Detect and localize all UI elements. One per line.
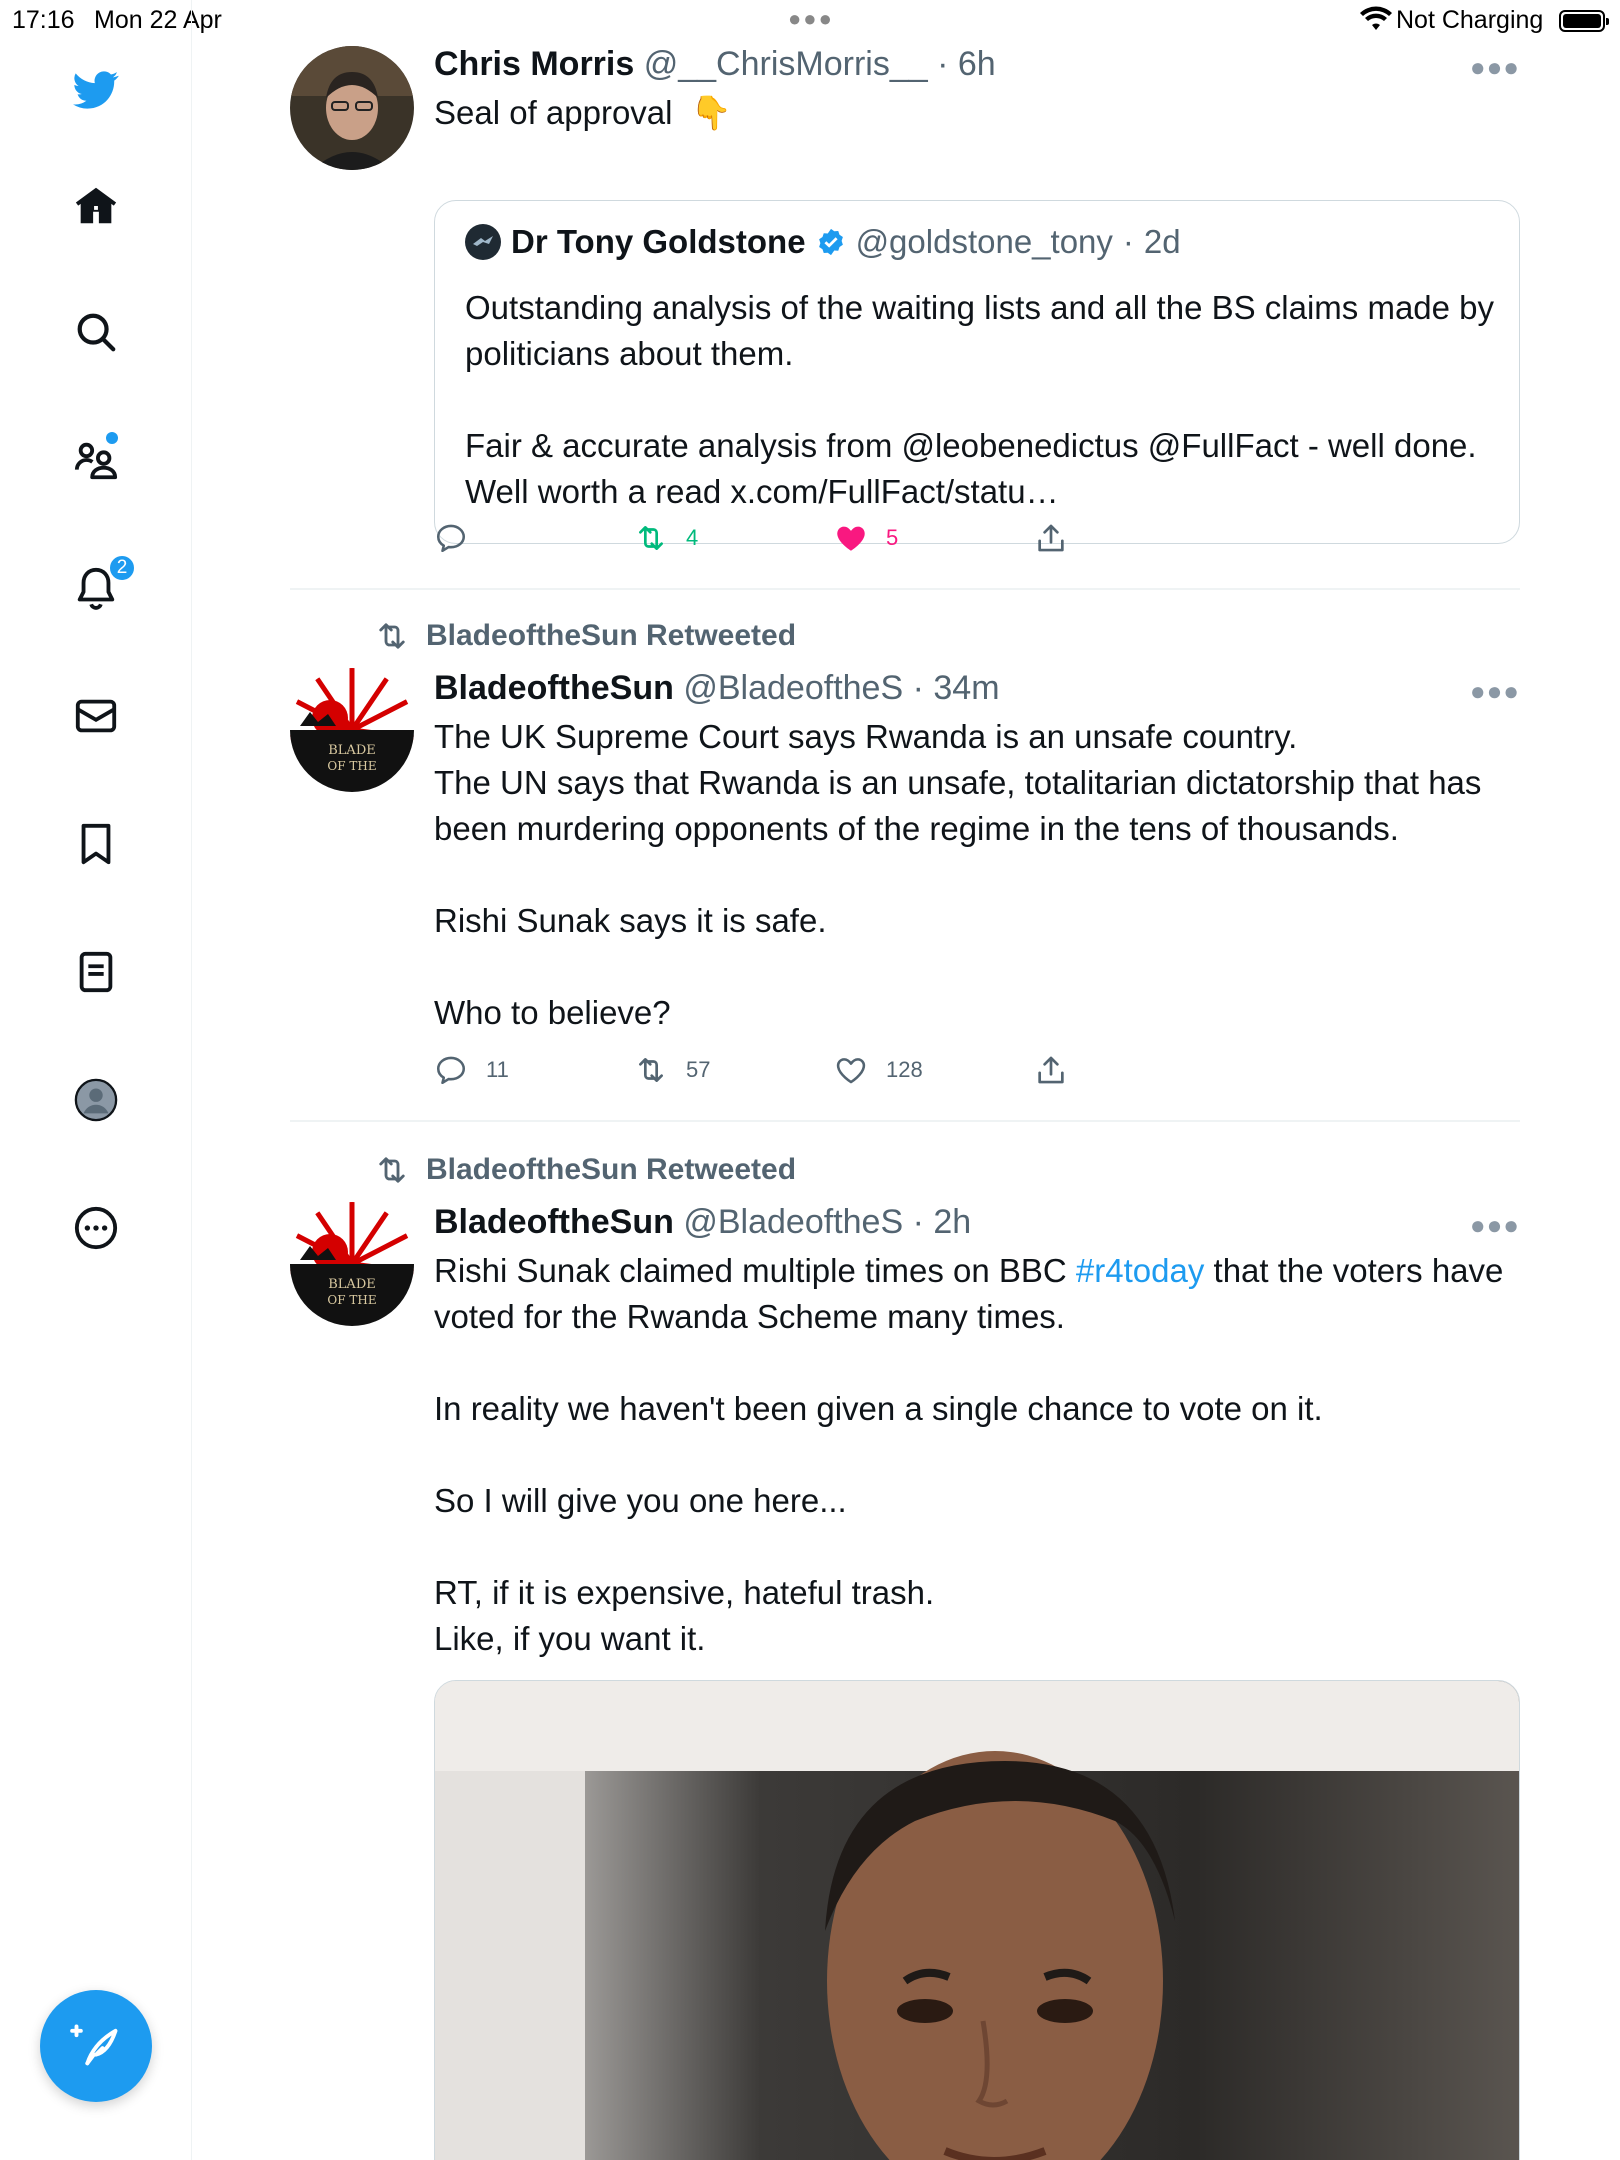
retweet-icon <box>634 1053 668 1087</box>
sidebar-item-bookmarks[interactable] <box>66 814 126 874</box>
profile-icon <box>73 1077 119 1123</box>
search-icon <box>73 309 119 355</box>
tweet-header: BladeoftheSun @BladeoftheS · 34m <box>434 669 1000 707</box>
quoted-tweet-text: Outstanding analysis of the waiting lists and all the BS claims made by politicians about them. Fair & accurate analysis from @leobenedictus @FullFact - well done. Well worth a read x.com/FullFact/statu… <box>465 289 1495 510</box>
svg-text:BLADE: BLADE <box>328 1277 376 1292</box>
more-options-icon[interactable]: ●●● <box>1469 52 1520 82</box>
tweet-image[interactable] <box>434 1680 1520 2160</box>
svg-text:OF THE: OF THE <box>327 1293 377 1307</box>
twitter-logo-icon[interactable] <box>66 60 126 120</box>
divider <box>290 588 1520 590</box>
compose-icon <box>70 2020 122 2072</box>
retweet-button[interactable] <box>634 518 698 558</box>
author-name[interactable]: BladeoftheSun <box>434 669 674 707</box>
tweet-text: Rishi Sunak claimed multiple times on BBC #r4today that the voters have voted for the Rwanda Scheme many times. In reality we haven't been given a single chance to vote on it. So I will give you one here... RT, if it is expensive, hateful trash. Like, if you want it. <box>434 1252 1504 1657</box>
tweet-time[interactable]: 2h <box>933 1203 972 1241</box>
tweet[interactable] <box>290 44 1520 564</box>
quoted-tweet-time: 2d <box>1143 223 1181 260</box>
retweet-count: 4 <box>686 525 699 550</box>
multitasking-dots-icon[interactable]: ●●● <box>788 6 834 31</box>
svg-text:BLADE: BLADE <box>328 743 376 758</box>
tweet-header: BladeoftheSun @BladeoftheS · 2h <box>434 1203 972 1241</box>
avatar[interactable] <box>290 668 414 792</box>
author-handle[interactable]: @__ChrisMorris__ <box>643 45 928 83</box>
like-button[interactable] <box>834 518 898 558</box>
reply-button[interactable] <box>434 518 486 558</box>
heart-filled-icon <box>834 521 868 555</box>
sidebar-item-notifications[interactable] <box>66 558 126 618</box>
sidebar-item-more[interactable] <box>66 1198 126 1258</box>
list-icon <box>73 949 119 995</box>
heart-icon <box>834 1053 868 1087</box>
sidebar-item-explore[interactable] <box>66 302 126 362</box>
tweet-text: The UK Supreme Court says Rwanda is an unsafe country. The UN says that Rwanda is an unsafe, totalitarian dictatorship that has been murdering opponents of the regime in the tens of thousands. Rishi Sunak says it is safe. Who to believe? <box>434 718 1482 1031</box>
charging-status: Not Charging <box>1396 6 1544 34</box>
like-count: 128 <box>886 1057 923 1082</box>
retweeted-by-label[interactable]: BladeoftheSun Retweeted <box>374 1150 796 1190</box>
retweeted-by-label[interactable]: BladeoftheSun Retweeted <box>374 616 796 656</box>
author-name[interactable]: Chris Morris <box>434 45 635 83</box>
retweet-icon <box>634 521 668 555</box>
share-button[interactable] <box>1034 518 1068 558</box>
sidebar-item-lists[interactable] <box>66 942 126 1002</box>
battery-icon <box>1559 10 1605 32</box>
quoted-tweet-header: Dr Tony Goldstone @goldstone_tony · 2d <box>465 223 1181 261</box>
retweet-icon <box>374 618 410 654</box>
more-options-icon[interactable]: ●●● <box>1469 1210 1520 1240</box>
tweet[interactable] <box>290 1150 1520 2160</box>
communities-new-dot <box>106 432 118 444</box>
verified-badge-icon <box>816 227 846 257</box>
author-name[interactable]: BladeoftheSun <box>434 1203 674 1241</box>
notifications-badge: 2 <box>108 554 136 582</box>
tweet-text: Seal of approval 👇 <box>434 94 732 131</box>
share-icon <box>1034 1053 1068 1087</box>
svg-text:OF THE: OF THE <box>327 759 377 773</box>
retweet-count: 57 <box>686 1057 711 1082</box>
like-button[interactable] <box>834 1050 923 1090</box>
reply-button[interactable] <box>434 1050 509 1090</box>
share-button[interactable] <box>1034 1050 1068 1090</box>
sidebar-item-profile[interactable] <box>66 1070 126 1130</box>
sidebar-nav <box>0 0 192 2160</box>
quoted-author-handle: @goldstone_tony <box>855 223 1113 260</box>
more-circle-icon <box>73 1205 119 1251</box>
avatar[interactable] <box>290 1202 414 1326</box>
home-icon <box>73 183 119 229</box>
like-count: 5 <box>886 525 899 550</box>
tweet-actions <box>434 518 1074 558</box>
wifi-icon <box>1360 6 1392 32</box>
status-time: 17:16 <box>12 6 75 34</box>
more-options-icon[interactable]: ●●● <box>1469 676 1520 706</box>
status-date: Mon 22 Apr <box>94 6 222 34</box>
mail-icon <box>73 693 119 739</box>
sidebar-item-home[interactable] <box>66 176 126 236</box>
reply-count: 11 <box>486 1057 509 1082</box>
tweet-actions <box>434 1050 1074 1090</box>
tweet-time[interactable]: 34m <box>933 669 1000 707</box>
retweet-icon <box>374 1152 410 1188</box>
retweet-button[interactable] <box>634 1050 710 1090</box>
divider <box>290 1120 1520 1122</box>
avatar[interactable] <box>290 46 414 170</box>
quoted-avatar <box>465 224 501 260</box>
share-icon <box>1034 521 1068 555</box>
reply-icon <box>434 521 468 555</box>
hashtag-link[interactable]: #r4today <box>1075 1252 1205 1289</box>
quoted-tweet[interactable] <box>434 200 1520 544</box>
tweet-time[interactable]: 6h <box>957 45 996 83</box>
tweet[interactable] <box>290 616 1520 1110</box>
sidebar-item-messages[interactable] <box>66 686 126 746</box>
tweet-header: Chris Morris @__ChrisMorris__ · 6h <box>434 45 996 83</box>
author-handle[interactable]: @BladeoftheS <box>683 669 904 707</box>
quoted-author-name: Dr Tony Goldstone <box>511 223 806 260</box>
compose-tweet-button[interactable] <box>40 1990 152 2102</box>
bookmark-icon <box>73 821 119 867</box>
reply-icon <box>434 1053 468 1087</box>
sidebar-item-communities[interactable] <box>66 430 126 490</box>
status-bar <box>0 0 1620 40</box>
author-handle[interactable]: @BladeoftheS <box>683 1203 904 1241</box>
